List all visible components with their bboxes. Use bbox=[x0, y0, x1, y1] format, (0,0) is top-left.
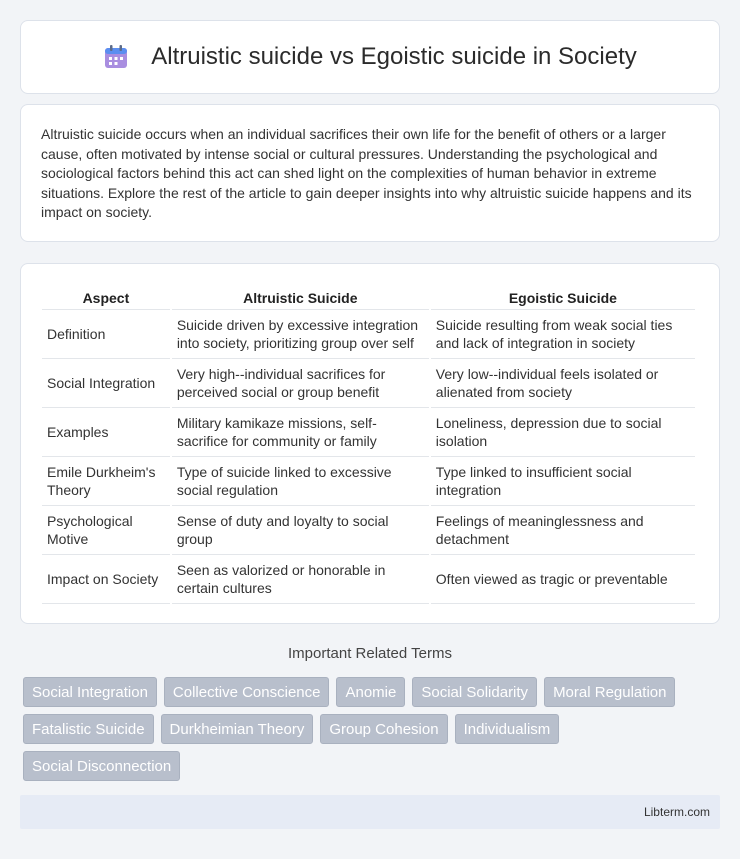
related-term-tag[interactable]: Group Cohesion bbox=[320, 714, 447, 744]
table-row bbox=[42, 408, 695, 457]
footer bbox=[20, 795, 720, 829]
table-cell: Very low--individual feels isolated or alienated from society bbox=[431, 359, 695, 408]
footer-site-link[interactable]: Libterm.com bbox=[643, 805, 710, 819]
related-terms-list bbox=[23, 677, 723, 781]
comparison-table bbox=[40, 284, 697, 604]
column-header-aspect: Aspect bbox=[42, 284, 170, 310]
table-cell: Definition bbox=[42, 310, 170, 359]
page-title: Altruistic suicide vs Egoistic suicide in Society bbox=[151, 43, 637, 70]
table-cell: Sense of duty and loyalty to social group bbox=[172, 506, 429, 555]
table-cell: Psychological Motive bbox=[42, 506, 170, 555]
table-row bbox=[42, 506, 695, 555]
comparison-card bbox=[20, 263, 720, 624]
related-term-tag[interactable]: Collective Conscience bbox=[164, 677, 330, 707]
related-term-tag[interactable]: Social Solidarity bbox=[412, 677, 537, 707]
related-terms-title: Important Related Terms bbox=[288, 645, 452, 662]
table-cell: Examples bbox=[42, 408, 170, 457]
table-cell: Often viewed as tragic or preventable bbox=[431, 555, 695, 604]
header-card bbox=[20, 20, 720, 94]
related-term-tag[interactable]: Anomie bbox=[336, 677, 405, 707]
table-cell: Suicide resulting from weak social ties and lack of integration in society bbox=[431, 310, 695, 359]
intro-text: Altruistic suicide occurs when an individual sacrifices their own life for the benefit of others or a larger cause, often motivated by intense social or cultural pressures. Understanding the psychological and sociological factors behind this act can shed light on the complexities of human behavior in extreme situations. Explore the rest of the article to gain deeper insights into why altruistic suicide happens and its impact on society. bbox=[41, 126, 692, 220]
table-cell: Seen as valorized or honorable in certain cultures bbox=[172, 555, 429, 604]
related-term-tag[interactable]: Social Disconnection bbox=[23, 751, 180, 781]
calendar-icon bbox=[103, 44, 129, 70]
table-cell: Very high--individual sacrifices for perceived social or group benefit bbox=[172, 359, 429, 408]
intro-card bbox=[20, 104, 720, 242]
table-row bbox=[42, 555, 695, 604]
table-cell: Loneliness, depression due to social isolation bbox=[431, 408, 695, 457]
related-term-tag[interactable]: Fatalistic Suicide bbox=[23, 714, 154, 744]
related-term-tag[interactable]: Durkheimian Theory bbox=[161, 714, 314, 744]
table-cell: Type of suicide linked to excessive social regulation bbox=[172, 457, 429, 506]
column-header-altruistic: Altruistic Suicide bbox=[172, 284, 429, 310]
table-cell: Impact on Society bbox=[42, 555, 170, 604]
related-term-tag[interactable]: Social Integration bbox=[23, 677, 157, 707]
table-cell: Type linked to insufficient social integration bbox=[431, 457, 695, 506]
table-row bbox=[42, 359, 695, 408]
table-cell: Emile Durkheim's Theory bbox=[42, 457, 170, 506]
table-cell: Suicide driven by excessive integration into society, prioritizing group over self bbox=[172, 310, 429, 359]
related-term-tag[interactable]: Individualism bbox=[455, 714, 560, 744]
table-cell: Social Integration bbox=[42, 359, 170, 408]
table-cell: Military kamikaze missions, self-sacrifice for community or family bbox=[172, 408, 429, 457]
column-header-egoistic: Egoistic Suicide bbox=[431, 284, 695, 310]
table-cell: Feelings of meaninglessness and detachment bbox=[431, 506, 695, 555]
related-term-tag[interactable]: Moral Regulation bbox=[544, 677, 675, 707]
table-row bbox=[42, 457, 695, 506]
table-row bbox=[42, 310, 695, 359]
table-header-row bbox=[42, 284, 695, 310]
